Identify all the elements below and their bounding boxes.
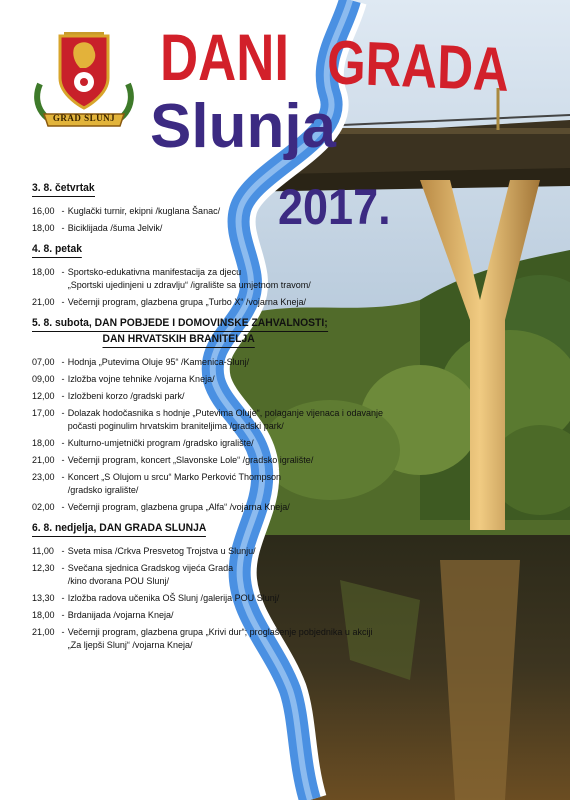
event-description	[68, 545, 408, 558]
event-description-line: Večernji program, glazbena grupa „Alfa“ /vojarna Kneja/	[67, 502, 290, 513]
event-time: 18,00	[32, 610, 55, 621]
event-description-line: Večernji program, glazbena grupa „Turbo X“ /vojarna Kneja/	[67, 297, 306, 308]
event-time: 18,00	[32, 223, 55, 234]
event-separator: -	[61, 472, 65, 483]
event-separator: -	[61, 563, 65, 574]
event-description-line: /gradsko igralište/	[67, 485, 139, 496]
title-grada: GRADA	[326, 28, 510, 105]
event-description-line: Sportsko-edukativna manifestacija za djecu	[67, 267, 242, 278]
event-description-line: Hodnja „Putevima Oluje 95“ /Kamenica-Slunj/	[67, 357, 250, 368]
event-description-line: Kulturno-umjetnički program /gradsko igralište/	[67, 438, 254, 449]
day-heading: 3. 8. četvrtak	[32, 181, 95, 197]
event-time: 21,00	[32, 297, 55, 308]
event-description-line: počasti poginulim hrvatskim braniteljima /gradski park/	[67, 421, 284, 432]
event-description-line: „Sportski ujedinjeni u zdravlju“ /igralište sa umjetnom travom/	[67, 280, 311, 291]
event-description-line: Biciklijada /šuma Jelvik/	[67, 223, 163, 234]
event-description-line: Koncert „S Olujom u srcu“ Marko Perković Thompson	[67, 472, 282, 483]
day-section	[32, 242, 408, 309]
event-row	[32, 454, 408, 467]
event-separator: -	[61, 374, 65, 385]
event-list	[32, 356, 408, 514]
event-description-line: Izložbeni korzo /gradski park/	[67, 391, 185, 402]
event-separator: -	[61, 627, 65, 638]
event-row	[32, 626, 408, 652]
event-time: 12,00	[32, 391, 55, 402]
event-separator: -	[61, 593, 65, 604]
event-time: 02,00	[32, 502, 55, 513]
title-dani: DANI	[160, 20, 290, 94]
day-heading: 5. 8. subota, DAN POBJEDE I DOMOVINSKE ZAHVALNOSTI;	[32, 316, 328, 332]
event-description	[68, 222, 408, 235]
crest-banner-text: GRAD SLUNJ	[52, 113, 116, 123]
event-description	[68, 626, 408, 652]
event-separator: -	[61, 408, 65, 419]
event-list	[32, 205, 408, 235]
event-time: 13,30	[32, 593, 55, 604]
event-time: 18,00	[32, 438, 55, 449]
event-description	[68, 471, 408, 497]
event-time: 21,00	[32, 455, 55, 466]
event-row	[32, 373, 408, 386]
event-separator: -	[61, 297, 65, 308]
event-description	[68, 407, 408, 433]
event-separator: -	[61, 438, 65, 449]
event-description-line: Brdanijada /vojarna Kneja/	[67, 610, 174, 621]
event-description	[68, 609, 408, 622]
event-description	[68, 356, 408, 369]
event-description-line: Večernji program, glazbena grupa „Krivi dur“; proglašenje pobjednika u akciji	[67, 627, 373, 638]
title-year: 2017.	[278, 179, 391, 235]
event-description	[68, 562, 408, 588]
day-section	[32, 521, 408, 652]
event-description	[68, 454, 408, 467]
day-section	[32, 316, 408, 514]
day-section	[32, 181, 408, 235]
event-time: 23,00	[32, 472, 55, 483]
event-list	[32, 266, 408, 309]
event-separator: -	[61, 267, 65, 278]
event-row	[32, 222, 408, 235]
event-description	[68, 390, 408, 403]
event-row	[32, 390, 408, 403]
event-separator: -	[61, 357, 65, 368]
event-time: 09,00	[32, 374, 55, 385]
event-time: 12,30	[32, 563, 55, 574]
event-separator: -	[61, 391, 65, 402]
event-separator: -	[61, 223, 65, 234]
event-description-line: Sveta misa /Crkva Presvetog Trojstva u Slunju/	[67, 546, 256, 557]
day-heading: 6. 8. nedjelja, DAN GRADA SLUNJA	[32, 521, 206, 537]
event-description-line: Izložba radova učenika OŠ Slunj /galerija POU Slunj/	[67, 593, 280, 604]
event-time: 16,00	[32, 206, 55, 217]
event-row	[32, 437, 408, 450]
event-description	[68, 373, 408, 386]
day-heading: 4. 8. petak	[32, 242, 82, 258]
event-description-line: Izložba vojne tehnike /vojarna Kneja/	[67, 374, 215, 385]
event-separator: -	[61, 610, 65, 621]
event-row	[32, 562, 408, 588]
event-time: 17,00	[32, 408, 55, 419]
event-description-line: Večernji program, koncert „Slavonske Lole“ /gradsko igralište/	[67, 455, 314, 466]
event-program	[32, 181, 408, 659]
event-row	[32, 296, 408, 309]
event-separator: -	[61, 502, 65, 513]
event-row	[32, 356, 408, 369]
event-description-line: Svečana sjednica Gradskog vijeća Grada	[67, 563, 234, 574]
event-description	[68, 266, 408, 292]
event-time: 11,00	[32, 546, 54, 557]
event-row	[32, 592, 408, 605]
event-separator: -	[61, 455, 65, 466]
event-description-line: /kino dvorana POU Slunj/	[67, 576, 169, 587]
event-list	[32, 545, 408, 652]
event-description	[68, 501, 408, 514]
event-row	[32, 471, 408, 497]
event-row	[32, 205, 408, 218]
event-description-line: „Za ljepši Slunj“ /vojarna Kneja/	[67, 640, 193, 651]
event-description	[68, 205, 408, 218]
event-description	[68, 296, 408, 309]
event-description-line: Kuglački turnir, ekipni /kuglana Šanac/	[67, 206, 221, 217]
event-row	[32, 266, 408, 292]
event-row	[32, 407, 408, 433]
event-separator: -	[61, 206, 65, 217]
title-slunja: Slunja	[150, 92, 337, 161]
event-time: 18,00	[32, 267, 55, 278]
event-time: 07,00	[32, 357, 55, 368]
event-separator: -	[61, 546, 65, 557]
event-description	[68, 592, 408, 605]
event-row	[32, 609, 408, 622]
day-heading-subtitle: DAN HRVATSKIH BRANITELJA	[103, 332, 255, 348]
event-row	[32, 545, 408, 558]
event-description	[68, 437, 408, 450]
event-row	[32, 501, 408, 514]
event-time: 21,00	[32, 627, 55, 638]
event-description-line: Dolazak hodočasnika s hodnje „Putevima Oluje“, polaganje vijenaca i odavanje	[67, 408, 384, 419]
